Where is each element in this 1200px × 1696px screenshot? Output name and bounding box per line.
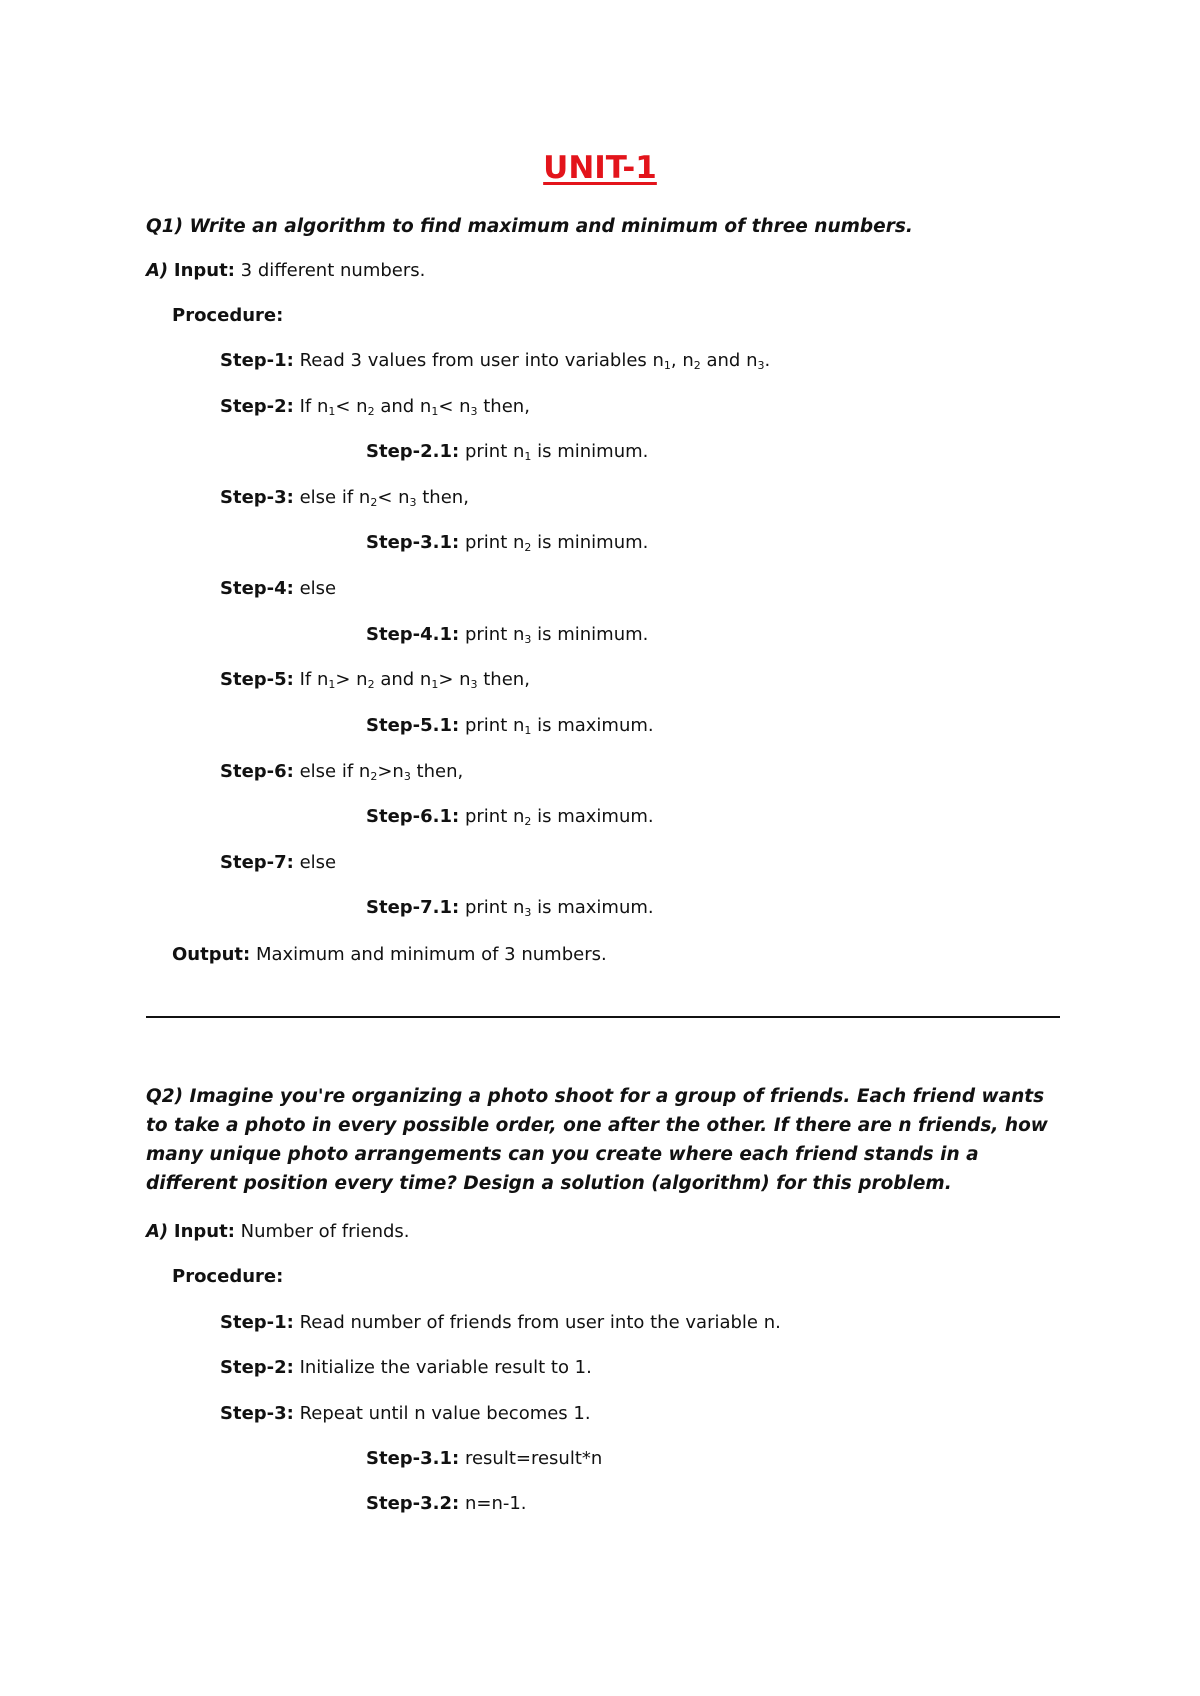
input-label: Input: bbox=[173, 260, 235, 281]
q2-input-line bbox=[146, 1221, 410, 1243]
input-label: Input: bbox=[173, 1221, 235, 1242]
step-text: Repeat until n value becomes 1. bbox=[299, 1403, 591, 1424]
step-text: print n bbox=[464, 806, 525, 827]
procedure-label: Procedure: bbox=[172, 305, 284, 326]
step-text: else if n bbox=[299, 761, 371, 782]
step-label: Step-2: bbox=[220, 396, 294, 417]
step-text: Read 3 values from user into variables n bbox=[299, 350, 664, 371]
subscript: 3 bbox=[757, 359, 765, 372]
q1-step-6 bbox=[220, 761, 463, 783]
step-text: < n bbox=[335, 396, 368, 417]
subscript: 3 bbox=[470, 678, 478, 691]
step-text: n=n-1. bbox=[464, 1493, 527, 1514]
subscript: 1 bbox=[663, 359, 671, 372]
q1-step-3 bbox=[220, 487, 469, 509]
q1-input-line bbox=[146, 260, 425, 282]
q2-question: Q2) Imagine you're organizing a photo shoot for a group of friends. Each friend wants to take a photo in every possible order, one after the other. If there are n friends, how many unique photo arrangements can you create where each friend stands in a different position every time? Design a solution (algorithm) for this problem. bbox=[146, 1086, 1048, 1194]
q2-step-2 bbox=[220, 1357, 592, 1379]
subscript: 3 bbox=[524, 906, 532, 919]
step-label: Step-2: bbox=[220, 1357, 294, 1378]
input-text: 3 different numbers. bbox=[240, 260, 426, 281]
answer-prefix: A) bbox=[146, 1221, 169, 1242]
step-text: > n bbox=[438, 669, 471, 690]
step-label: Step-6.1: bbox=[366, 806, 460, 827]
subscript: 3 bbox=[403, 770, 411, 783]
input-text: Number of friends. bbox=[240, 1221, 410, 1242]
q1-step-4-1 bbox=[366, 624, 648, 646]
step-text: Initialize the variable result to 1. bbox=[299, 1357, 592, 1378]
step-text: and n bbox=[374, 396, 432, 417]
step-text: else bbox=[299, 578, 337, 599]
step-text: If n bbox=[299, 669, 329, 690]
subscript: 2 bbox=[367, 405, 375, 418]
step-text: is maximum. bbox=[531, 806, 654, 827]
q2-procedure-label bbox=[172, 1266, 283, 1288]
step-text: then, bbox=[416, 487, 469, 508]
step-text: and n bbox=[374, 669, 432, 690]
subscript: 3 bbox=[409, 496, 417, 509]
step-text: result=result*n bbox=[464, 1448, 603, 1469]
step-label: Step-7: bbox=[220, 852, 294, 873]
subscript: 1 bbox=[524, 724, 532, 737]
step-text: . bbox=[764, 350, 771, 371]
subscript: 2 bbox=[524, 815, 532, 828]
page-title: UNIT-1 bbox=[543, 150, 657, 186]
output-label: Output: bbox=[172, 944, 251, 965]
q1-step-1 bbox=[220, 350, 770, 372]
step-text: is minimum. bbox=[531, 441, 649, 462]
step-label: Step-6: bbox=[220, 761, 294, 782]
step-text: else if n bbox=[299, 487, 371, 508]
step-text: then, bbox=[477, 396, 530, 417]
step-text: is minimum. bbox=[531, 624, 649, 645]
step-text: < n bbox=[438, 396, 471, 417]
step-text: then, bbox=[410, 761, 464, 782]
step-text: print n bbox=[464, 624, 525, 645]
step-label: Step-3: bbox=[220, 1403, 294, 1424]
subscript: 1 bbox=[328, 678, 336, 691]
step-label: Step-3.2: bbox=[366, 1493, 460, 1514]
subscript: 2 bbox=[524, 541, 532, 554]
step-label: Step-4.1: bbox=[366, 624, 460, 645]
step-text: print n bbox=[464, 441, 525, 462]
step-text: print n bbox=[464, 715, 525, 736]
q2-step-3-1 bbox=[366, 1448, 602, 1470]
step-label: Step-3.1: bbox=[366, 1448, 460, 1469]
q1-step-3-1 bbox=[366, 532, 648, 554]
q1-step-4 bbox=[220, 578, 336, 600]
step-label: Step-5: bbox=[220, 669, 294, 690]
q1-output-line bbox=[172, 944, 607, 966]
subscript: 1 bbox=[524, 450, 532, 463]
step-label: Step-7.1: bbox=[366, 897, 460, 918]
subscript: 1 bbox=[328, 405, 336, 418]
step-text: Read number of friends from user into the variable n. bbox=[299, 1312, 781, 1333]
step-label: Step-1: bbox=[220, 350, 294, 371]
subscript: 2 bbox=[367, 678, 375, 691]
answer-prefix: A) bbox=[146, 260, 169, 281]
step-text: , n bbox=[670, 350, 694, 371]
q1-step-5 bbox=[220, 669, 530, 691]
step-text: else bbox=[299, 852, 337, 873]
step-text: is maximum. bbox=[531, 715, 654, 736]
subscript: 1 bbox=[431, 405, 439, 418]
q1-step-2 bbox=[220, 396, 530, 418]
subscript: 3 bbox=[524, 633, 532, 646]
q1-step-7-1 bbox=[366, 897, 654, 919]
q2-step-3-2 bbox=[366, 1493, 527, 1515]
step-text: print n bbox=[464, 897, 525, 918]
step-label: Step-3.1: bbox=[366, 532, 460, 553]
q1-step-2-1 bbox=[366, 441, 648, 463]
q1-step-6-1 bbox=[366, 806, 654, 828]
step-label: Step-4: bbox=[220, 578, 294, 599]
q1-question: Q1) Write an algorithm to find maximum and minimum of three numbers. bbox=[146, 216, 913, 237]
q2-step-1 bbox=[220, 1312, 781, 1334]
step-text: >n bbox=[377, 761, 404, 782]
step-text: is maximum. bbox=[531, 897, 654, 918]
step-text: print n bbox=[464, 532, 525, 553]
subscript: 1 bbox=[431, 678, 439, 691]
q1-step-5-1 bbox=[366, 715, 654, 737]
subscript: 2 bbox=[370, 770, 378, 783]
step-text: then, bbox=[477, 669, 530, 690]
section-divider bbox=[146, 1016, 1060, 1018]
procedure-label: Procedure: bbox=[172, 1266, 284, 1287]
subscript: 2 bbox=[370, 496, 378, 509]
step-label: Step-1: bbox=[220, 1312, 294, 1333]
step-text: and n bbox=[700, 350, 758, 371]
q1-step-7 bbox=[220, 852, 336, 874]
subscript: 2 bbox=[693, 359, 701, 372]
step-label: Step-2.1: bbox=[366, 441, 460, 462]
q1-procedure-label bbox=[172, 305, 283, 327]
q2-step-3 bbox=[220, 1403, 591, 1425]
step-text: < n bbox=[377, 487, 410, 508]
subscript: 3 bbox=[470, 405, 478, 418]
step-text: is minimum. bbox=[531, 532, 649, 553]
output-text: Maximum and minimum of 3 numbers. bbox=[255, 944, 607, 965]
step-text: > n bbox=[335, 669, 368, 690]
step-label: Step-3: bbox=[220, 487, 294, 508]
step-text: If n bbox=[299, 396, 329, 417]
step-label: Step-5.1: bbox=[366, 715, 460, 736]
